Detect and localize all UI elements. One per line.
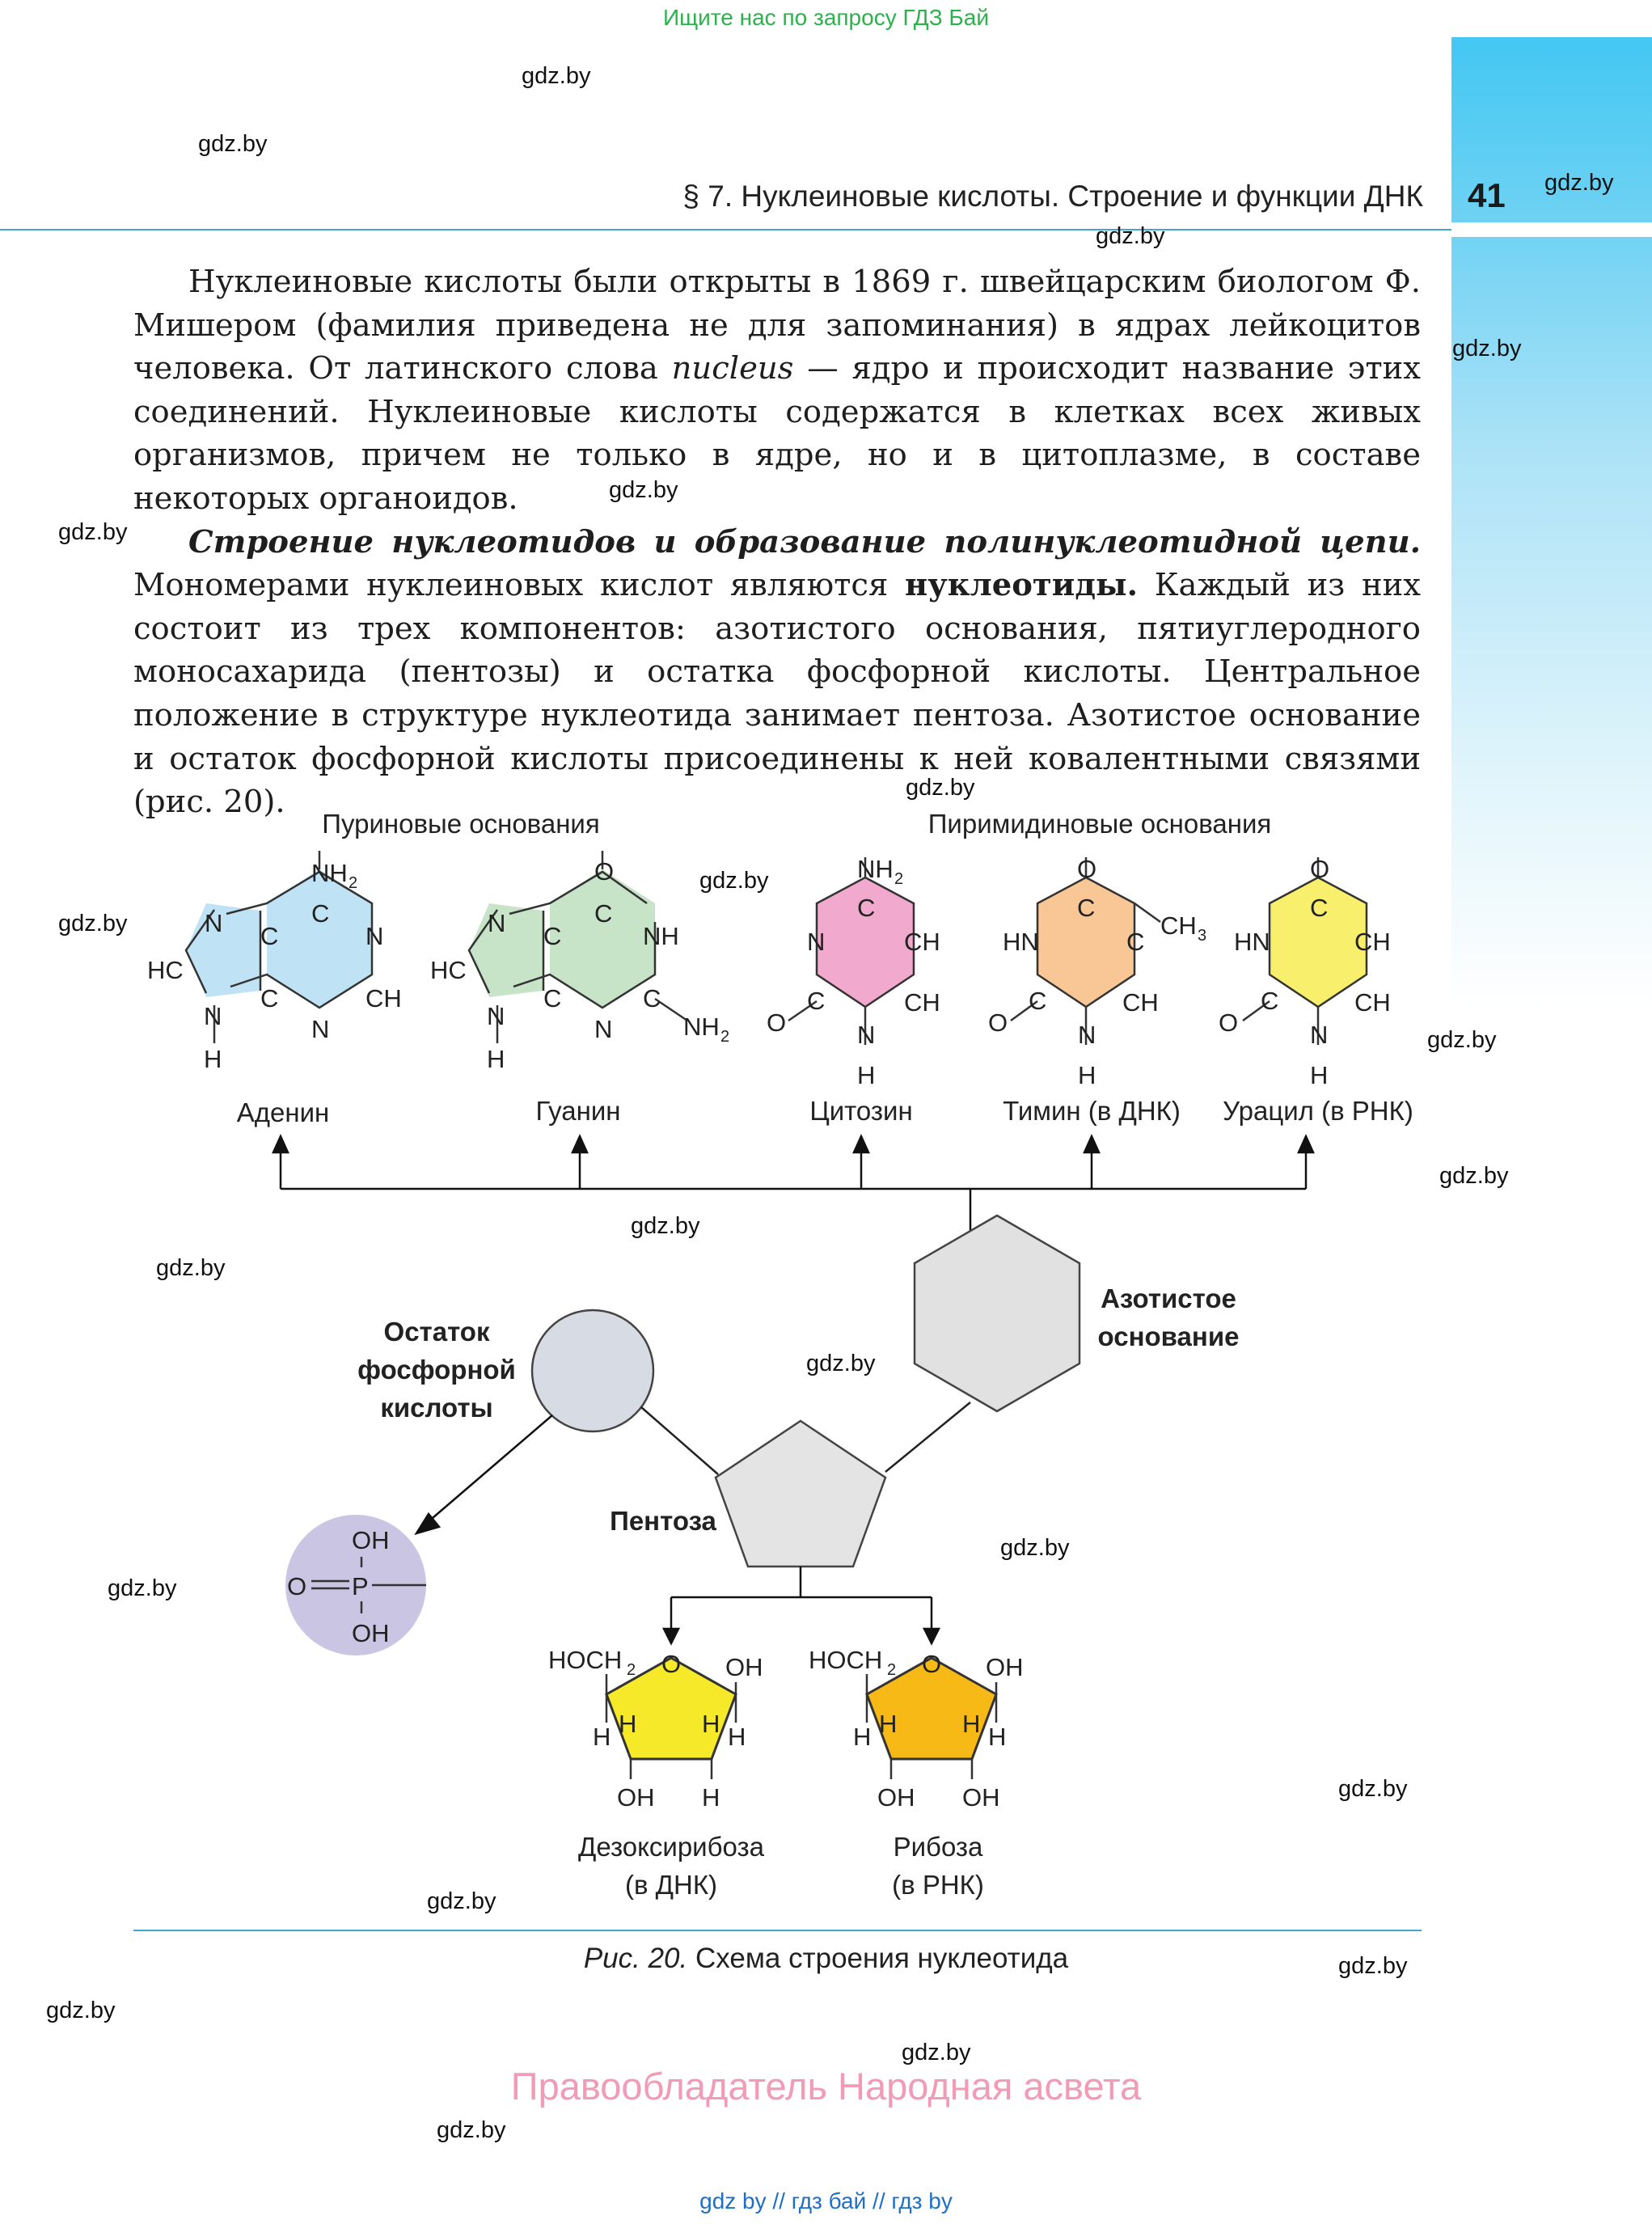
svg-text:H: H xyxy=(593,1723,611,1751)
label-guanine: Гуанин xyxy=(535,1096,621,1126)
purine-title: Пуриновые основания xyxy=(322,809,600,839)
label-cytosine: Цитозин xyxy=(809,1096,913,1126)
svg-text:CH: CH xyxy=(1354,988,1391,1017)
watermark: gdz.by xyxy=(906,775,975,801)
svg-text:H: H xyxy=(1078,1061,1096,1089)
watermark: gdz.by xyxy=(1439,1163,1509,1189)
svg-text:OH: OH xyxy=(617,1783,655,1812)
watermark: gdz.by xyxy=(1338,1953,1408,1979)
svg-text:NH: NH xyxy=(643,922,679,950)
label-pentose: Пентоза xyxy=(610,1506,716,1536)
label-phosphate: Остаток фосфорной кислоты xyxy=(357,1317,516,1423)
phosphate-circle xyxy=(532,1310,653,1431)
label-deoxyribose: Дезоксирибоза (в ДНК) xyxy=(578,1832,764,1900)
svg-text:N: N xyxy=(204,1002,222,1030)
watermark: gdz.by xyxy=(58,519,128,545)
svg-text:C: C xyxy=(311,899,330,928)
watermark: gdz.by xyxy=(609,477,678,503)
svg-text:3: 3 xyxy=(1198,927,1207,945)
svg-text:CH: CH xyxy=(1160,911,1197,940)
svg-text:N: N xyxy=(488,909,506,937)
page-number: 41 xyxy=(1468,176,1506,214)
svg-text:H: H xyxy=(1310,1061,1329,1089)
watermark: gdz.by xyxy=(522,63,591,89)
guanine-ring5 xyxy=(469,903,543,997)
svg-text:C: C xyxy=(857,894,876,922)
pyrimidine-title: Пиримидиновые основания xyxy=(927,809,1272,839)
svg-text:HOCH: HOCH xyxy=(809,1646,883,1674)
label-nitrogen-base: Азотистое основание xyxy=(1097,1283,1240,1351)
svg-text:H: H xyxy=(962,1710,981,1738)
copyright-notice: Правообладатель Народная асвета xyxy=(510,2065,1142,2108)
paragraph-structure: Строение нуклеотидов и образование полинуклеотидной цепи. Мономерами нуклеиновых кислот являются нуклеотиды. Каждый из них состоит из трех компонентов: азотистого основания, пятиуглеродного моносахарида (пентозы) и остатка фосфорной кислоты. Центральное положение в структуре нуклеотида занимает пентоза. Азотистое основание и остаток фосфорной кислоты присоединены к ней ковалентными связями (рис. 20). xyxy=(133,523,1421,821)
section-heading: Строение нуклеотидов и образование полинуклеотидной цепи. xyxy=(188,523,1421,560)
svg-text:N: N xyxy=(1078,1021,1096,1049)
watermark: gdz.by xyxy=(1427,1027,1497,1053)
guanine-ring6 xyxy=(550,869,655,1008)
svg-text:OH: OH xyxy=(352,1526,390,1554)
svg-text:H: H xyxy=(619,1710,637,1738)
svg-text:OH: OH xyxy=(986,1653,1024,1681)
watermark: gdz.by xyxy=(1096,223,1165,249)
label-adenine: Аденин xyxy=(236,1097,330,1127)
svg-text:N: N xyxy=(1310,1021,1329,1049)
svg-text:HC: HC xyxy=(430,956,467,984)
svg-text:C: C xyxy=(1261,987,1279,1015)
svg-text:O: O xyxy=(594,857,615,886)
watermark: gdz.by xyxy=(1544,170,1614,196)
svg-text:HOCH: HOCH xyxy=(548,1646,623,1674)
watermark: gdz.by xyxy=(631,1213,700,1239)
svg-text:N: N xyxy=(594,1015,613,1043)
svg-text:N: N xyxy=(365,922,384,950)
svg-text:C: C xyxy=(1029,987,1047,1015)
svg-text:OH: OH xyxy=(877,1783,915,1812)
watermark: gdz.by xyxy=(1338,1776,1408,1802)
watermark: gdz.by xyxy=(699,868,769,894)
running-header-title: § 7. Нуклеиновые кислоты. Строение и функции ДНК xyxy=(682,180,1423,213)
term-nucleotides: нуклеотиды. xyxy=(904,567,1138,604)
svg-text:H: H xyxy=(853,1723,872,1751)
top-banner: Ищите нас по запросу ГДЗ Бай xyxy=(662,5,990,30)
svg-text:O: O xyxy=(661,1650,682,1678)
svg-text:O: O xyxy=(988,1008,1008,1037)
svg-text:N: N xyxy=(487,1002,505,1030)
svg-text:C: C xyxy=(543,984,562,1013)
svg-text:C: C xyxy=(1310,894,1329,922)
svg-text:CH: CH xyxy=(1122,988,1159,1017)
svg-text:O: O xyxy=(767,1008,787,1037)
svg-text:CH: CH xyxy=(904,988,940,1017)
svg-text:N: N xyxy=(205,909,223,937)
svg-text:O: O xyxy=(1077,855,1097,883)
svg-text:N: N xyxy=(311,1015,330,1043)
watermark: gdz.by xyxy=(198,131,268,157)
svg-text:C: C xyxy=(1077,894,1096,922)
svg-text:O: O xyxy=(1219,1008,1239,1037)
svg-text:2: 2 xyxy=(627,1661,636,1679)
svg-text:2: 2 xyxy=(720,1028,730,1046)
pentose-pentagon xyxy=(716,1421,885,1567)
svg-text:H: H xyxy=(204,1045,222,1073)
svg-text:NH: NH xyxy=(857,855,894,883)
svg-text:O: O xyxy=(287,1572,307,1600)
svg-text:N: N xyxy=(857,1021,876,1049)
nitrogen-base-hexagon xyxy=(915,1216,1080,1411)
svg-text:O: O xyxy=(922,1650,942,1678)
svg-text:H: H xyxy=(857,1061,876,1089)
svg-text:H: H xyxy=(879,1710,898,1738)
svg-text:C: C xyxy=(1126,928,1145,956)
watermark: gdz.by xyxy=(427,1888,496,1914)
watermark: gdz.by xyxy=(108,1575,177,1601)
svg-text:C: C xyxy=(643,984,661,1013)
caption-divider xyxy=(133,1930,1422,1931)
svg-text:CH: CH xyxy=(904,928,940,956)
paragraph-discovery: Нуклеиновые кислоты были открыты в 1869 г. швейцарским биологом Ф. Мишером (фамилия приведена не для запоминания) в ядрах лейкоцитов человека. От латинского слова nucleus — ядро и происходит название этих соединений. Нуклеиновые кислоты содержатся в клетках всех живых организмов, причем не только в ядре, но и в цитоплазме, в составе некоторых органоидов. xyxy=(133,264,1421,517)
watermark: gdz.by xyxy=(1000,1535,1070,1561)
adenine-ring5 xyxy=(186,903,260,997)
svg-text:N: N xyxy=(807,928,826,956)
svg-text:H: H xyxy=(702,1710,720,1738)
svg-text:NH: NH xyxy=(683,1013,720,1041)
svg-text:2: 2 xyxy=(887,1661,897,1679)
svg-text:OH: OH xyxy=(962,1783,1000,1812)
svg-text:NH: NH xyxy=(311,859,348,887)
svg-text:H: H xyxy=(728,1723,746,1751)
svg-text:HC: HC xyxy=(147,956,184,984)
svg-text:C: C xyxy=(543,922,562,950)
svg-text:CH: CH xyxy=(1354,928,1391,956)
watermark: gdz.by xyxy=(156,1255,226,1281)
svg-text:C: C xyxy=(260,922,279,950)
svg-text:C: C xyxy=(594,899,613,928)
watermark: gdz.by xyxy=(806,1351,876,1376)
svg-text:O: O xyxy=(1310,855,1330,883)
svg-text:H: H xyxy=(988,1723,1007,1751)
svg-text:OH: OH xyxy=(352,1619,390,1647)
watermark: gdz.by xyxy=(437,2117,506,2143)
watermark: gdz.by xyxy=(1452,336,1522,362)
figure-caption: Рис. 20. Схема строения нуклеотида xyxy=(583,1943,1069,1974)
label-thymine: Тимин (в ДНК) xyxy=(1003,1096,1181,1126)
svg-text:C: C xyxy=(807,987,826,1015)
svg-text:OH: OH xyxy=(725,1653,763,1681)
svg-text:H: H xyxy=(487,1045,505,1073)
svg-text:2: 2 xyxy=(349,874,358,892)
footer-links[interactable]: gdz by // гдз бай // гдз by xyxy=(699,2188,953,2213)
watermark: gdz.by xyxy=(46,1998,116,2023)
svg-text:CH: CH xyxy=(365,984,402,1013)
term-nucleus: nucleus xyxy=(671,350,794,387)
watermark: gdz.by xyxy=(58,911,128,937)
label-uracil: Урацил (в РНК) xyxy=(1223,1096,1413,1126)
svg-text:P: P xyxy=(352,1572,369,1600)
svg-text:C: C xyxy=(260,984,279,1013)
label-ribose: Рибоза (в РНК) xyxy=(892,1832,984,1900)
svg-text:2: 2 xyxy=(894,870,904,888)
svg-text:HN: HN xyxy=(1003,928,1039,956)
svg-text:HN: HN xyxy=(1234,928,1270,956)
svg-text:H: H xyxy=(702,1783,720,1812)
watermark: gdz.by xyxy=(902,2040,971,2065)
